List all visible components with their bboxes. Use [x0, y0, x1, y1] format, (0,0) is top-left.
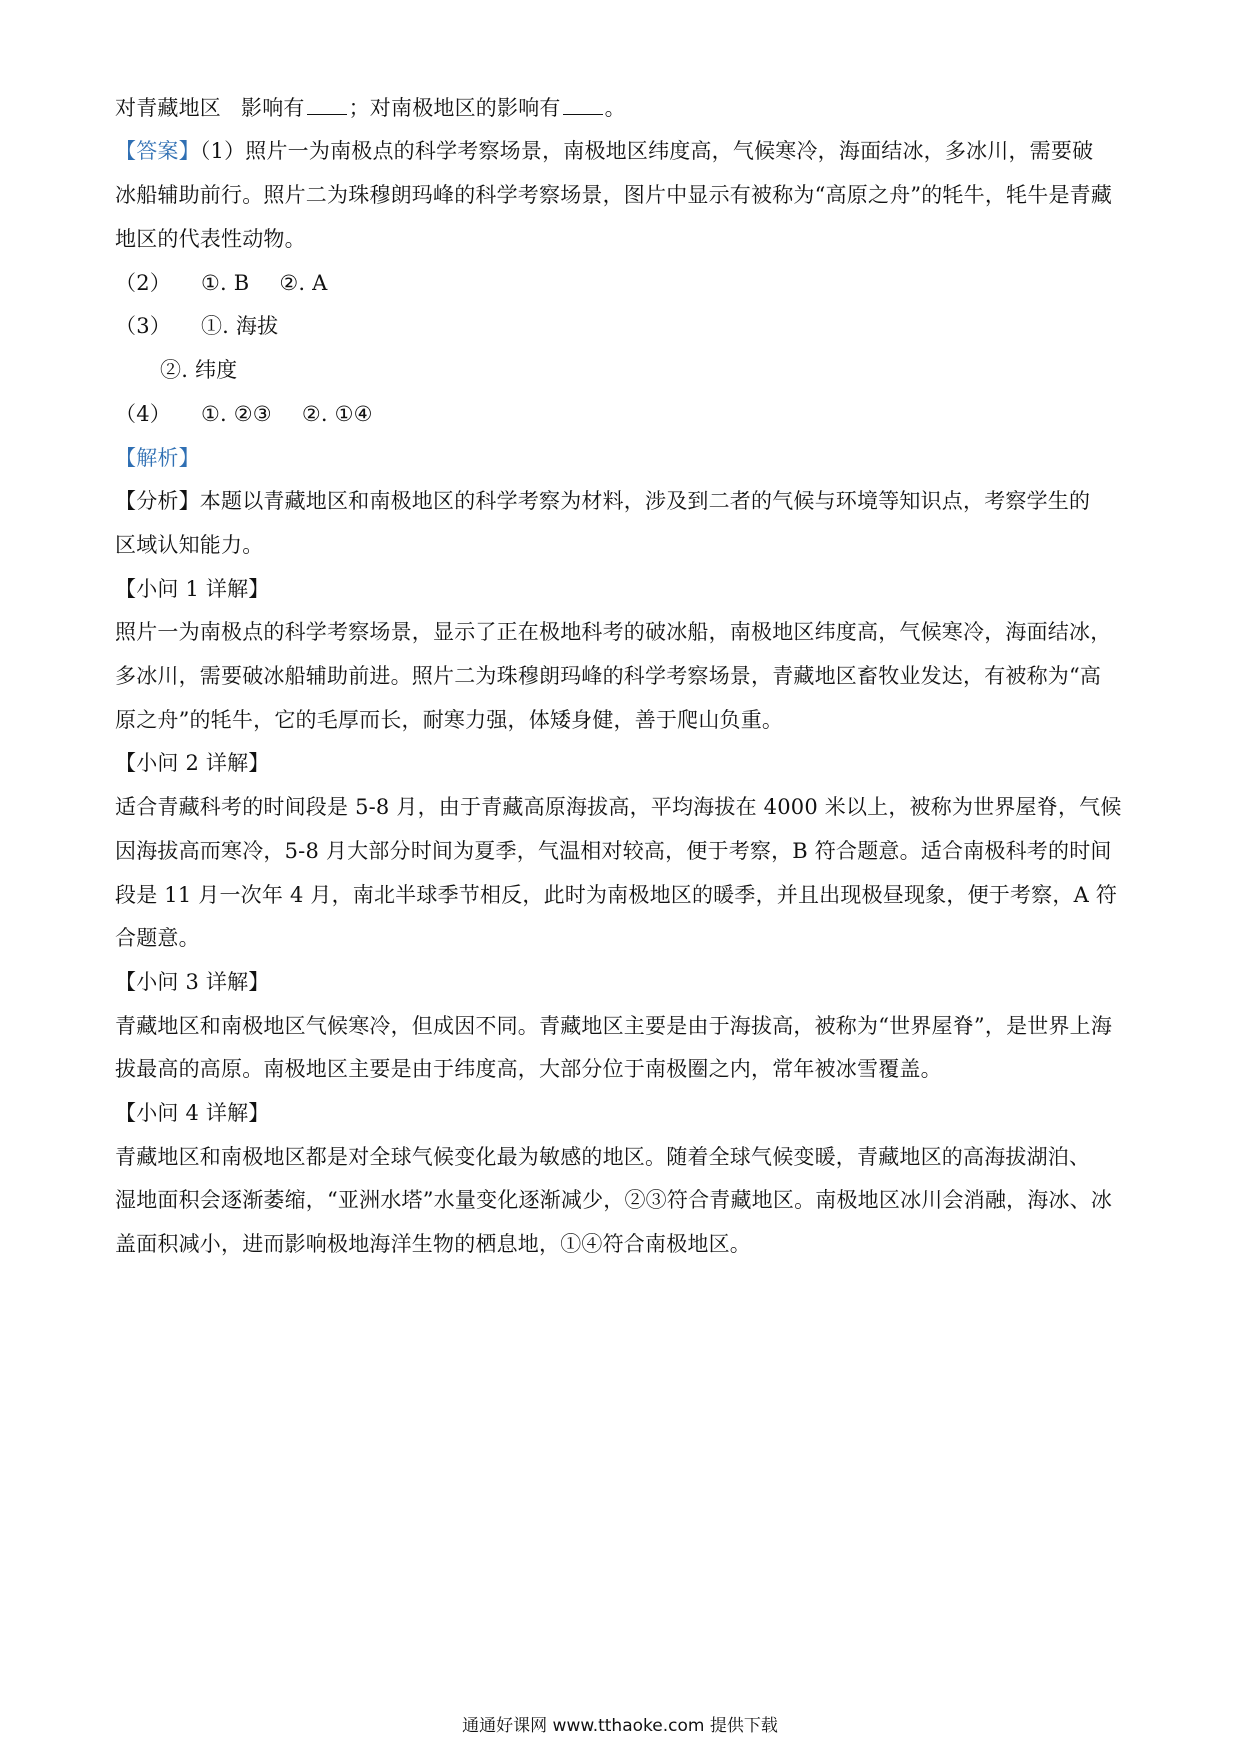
question-number: （4） [115, 402, 171, 426]
answer-text: （1）照片一为南极点的科学考察场景，南极地区纬度高，气候寒冷，海面结冰，多冰川，需要破 [199, 139, 1094, 163]
sub-question-2-line: 因海拔高而寒冷，5-8 月大部分时间为夏季，气温相对较高，便于考察，B 符合题意。适合南极科考的时间 [115, 839, 1112, 863]
sub-question-1-line: 多冰川，需要破冰船辅助前进。照片二为珠穆朗玛峰的科学考察场景，青藏地区畜牧业发达，有被称为“高 [115, 664, 1102, 688]
answer-q3 [115, 311, 1135, 341]
sub-question-4-heading: 【小问 4 详解】 [115, 1101, 270, 1125]
sub-question-3-line: 拔最高的高原。南极地区主要是由于纬度高，大部分位于南极圈之内，常年被冰雪覆盖。 [115, 1057, 942, 1081]
sub-question-3-heading: 【小问 3 详解】 [115, 970, 270, 994]
text-segment: 影响有 [241, 96, 305, 120]
question-4-text-line [115, 93, 1135, 123]
text-segment: ；对南极地区的影响有 [348, 96, 561, 120]
answer-choice: ①. ②③ [200, 402, 272, 426]
analysis-line-2: 区域认知能力。 [115, 533, 264, 557]
answer-q4 [115, 399, 1135, 429]
answer-choice: ①. B [200, 271, 250, 295]
sub-question-2-line: 段是 11 月一次年 4 月，南北半球季节相反，此时为南极地区的暖季，并且出现极昼现象，便于考察，A 符 [115, 883, 1118, 907]
answer-line-1 [115, 136, 1135, 166]
analysis-line-1: 【分析】本题以青藏地区和南极地区的科学考察为材料，涉及到二者的气候与环境等知识点，考察学生的 [115, 489, 1091, 513]
sub-question-1-heading: 【小问 1 详解】 [115, 577, 270, 601]
text-segment: 对青藏地区 [115, 96, 221, 120]
answer-choice: ①. 海拔 [200, 314, 279, 338]
sub-question-4-line: 青藏地区和南极地区都是对全球气候变化最为敏感的地区。随着全球气候变暖，青藏地区的高海拔湖泊、 [115, 1145, 1091, 1169]
text-segment: 。 [604, 96, 626, 120]
sub-question-2-line: 适合青藏科考的时间段是 5-8 月，由于青藏高原海拔高，平均海拔在 4000 米以上，被称为世界屋脊，气候 [115, 795, 1122, 819]
question-number: （3） [115, 314, 171, 338]
answer-line-2: 冰船辅助前行。照片二为珠穆朗玛峰的科学考察场景，图片中显示有被称为“高原之舟”的牦牛，牦牛是青藏 [115, 183, 1113, 207]
page-footer: 通通好课网 www.tthaoke.com 提供下载 [462, 1716, 778, 1736]
answer-q3-second: ②. 纬度 [160, 358, 238, 382]
question-number: （2） [115, 271, 171, 295]
answer-blank [563, 96, 603, 115]
sub-question-2-heading: 【小问 2 详解】 [115, 751, 270, 775]
sub-question-4-line: 盖面积减小，进而影响极地海洋生物的栖息地，①④符合南极地区。 [115, 1232, 751, 1256]
sub-question-1-line: 照片一为南极点的科学考察场景，显示了正在极地科考的破冰船，南极地区纬度高，气候寒冷，海面结冰， [115, 620, 1112, 644]
sub-question-4-line: 湿地面积会逐渐萎缩，“亚洲水塔”水量变化逐渐减少，②③符合青藏地区。南极地区冰川会消融，海冰、冰 [115, 1188, 1113, 1212]
answer-choice: ②. ①④ [301, 402, 373, 426]
answer-choice: ②. A [279, 271, 328, 295]
answer-q2 [115, 268, 1135, 298]
sub-question-1-line: 原之舟”的牦牛，它的毛厚而长，耐寒力强，体矮身健，善于爬山负重。 [115, 708, 784, 732]
answer-blank [307, 96, 347, 115]
answer-line-3: 地区的代表性动物。 [115, 227, 306, 251]
answer-tag: 【答案】 [115, 139, 200, 163]
sub-question-2-line: 合题意。 [115, 926, 200, 950]
analysis-tag: 【解析】 [115, 446, 200, 470]
sub-question-3-line: 青藏地区和南极地区气候寒冷，但成因不同。青藏地区主要是由于海拔高，被称为“世界屋脊”，是世界上海 [115, 1014, 1113, 1038]
